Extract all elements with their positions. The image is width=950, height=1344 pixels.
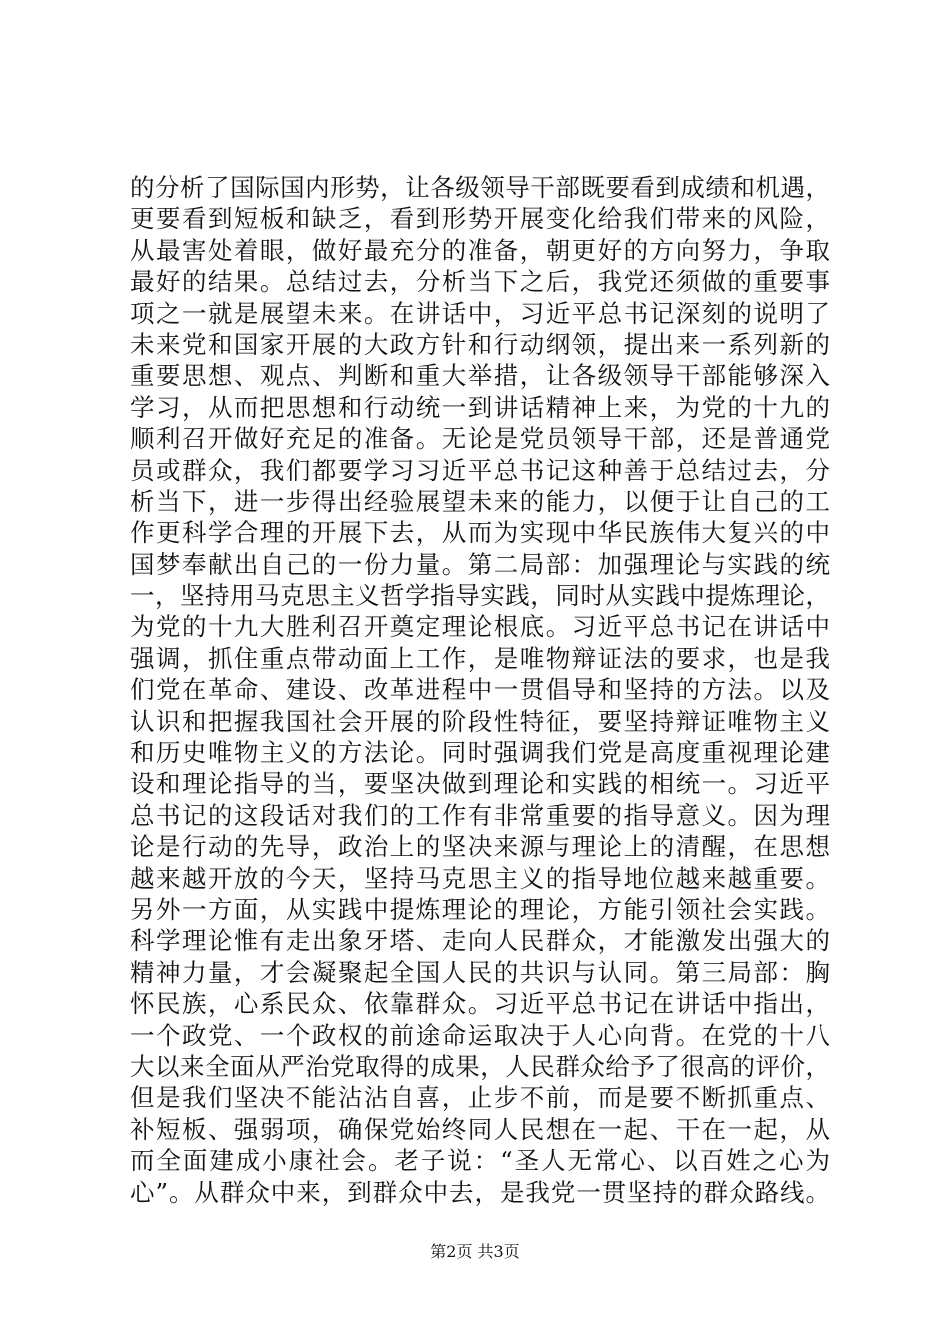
text-line: 怀民族，心系民众、依靠群众。习近平总书记在讲话中指出，	[130, 989, 830, 1019]
text-line: 一个政党、一个政权的前途命运取决于人心向背。在党的十八	[130, 1020, 830, 1050]
text-line: 员或群众，我们都要学习习近平总书记这种善于总结过去，分	[130, 455, 830, 485]
text-line: 更要看到短板和缺乏，看到形势开展变化给我们带来的风险，	[130, 204, 830, 234]
text-line: 为党的十九大胜利召开奠定理论根底。习近平总书记在讲话中	[130, 612, 830, 642]
text-line: 大以来全面从严治党取得的成果，人民群众给予了很高的评价，	[130, 1051, 830, 1081]
text-line: 和历史唯物主义的方法论。同时强调我们党是高度重视理论建	[130, 738, 830, 768]
text-line: 精神力量，才会凝聚起全国人民的共识与认同。第三局部：胸	[130, 957, 830, 987]
text-line: 未来党和国家开展的大政方针和行动纲领，提出来一系列新的	[130, 329, 830, 359]
page-number-label: 第2页 共3页	[430, 1242, 520, 1261]
text-line: 一，坚持用马克思主义哲学指导实践，同时从实践中提炼理论，	[130, 581, 830, 611]
text-line: 析当下，进一步得出经验展望未来的能力，以便于让自己的工	[130, 486, 830, 516]
text-line: 最好的结果。总结过去，分析当下之后，我党还须做的重要事	[130, 267, 830, 297]
text-line: 补短板、强弱项，确保党始终同人民想在一起、干在一起，从	[130, 1114, 830, 1144]
text-line: 心”。从群众中来，到群众中去，是我党一贯坚持的群众路线。	[130, 1177, 830, 1207]
text-line: 顺利召开做好充足的准备。无论是党员领导干部，还是普通党	[130, 424, 830, 454]
text-line: 项之一就是展望未来。在讲话中，习近平总书记深刻的说明了	[130, 298, 830, 328]
text-line: 论是行动的先导，政治上的坚决来源与理论上的清醒，在思想	[130, 832, 830, 862]
text-line: 认识和把握我国社会开展的阶段性特征，要坚持辩证唯物主义	[130, 706, 830, 736]
text-line: 们党在革命、建设、改革进程中一贯倡导和坚持的方法。以及	[130, 675, 830, 705]
text-line: 作更科学合理的开展下去，从而为实现中华民族伟大复兴的中	[130, 518, 830, 548]
text-line: 重要思想、观点、判断和重大举措，让各级领导干部能够深入	[130, 361, 830, 391]
text-line: 总书记的这段话对我们的工作有非常重要的指导意义。因为理	[130, 800, 830, 830]
text-line: 而全面建成小康社会。老子说：“圣人无常心、以百姓之心为	[130, 1146, 830, 1176]
text-line: 强调，抓住重点带动面上工作，是唯物辩证法的要求，也是我	[130, 643, 830, 673]
text-line: 另外一方面，从实践中提炼理论的理论，方能引领社会实践。	[130, 894, 830, 924]
text-line: 的分析了国际国内形势，让各级领导干部既要看到成绩和机遇，	[130, 173, 830, 202]
page-footer	[0, 1242, 950, 1262]
text-line: 国梦奉献出自己的一份力量。第二局部：加强理论与实践的统	[130, 549, 830, 579]
text-line: 学习，从而把思想和行动统一到讲话精神上来，为党的十九的	[130, 392, 830, 422]
body-text	[130, 172, 830, 1208]
text-line: 但是我们坚决不能沾沾自喜，止步不前，而是要不断抓重点、	[130, 1083, 830, 1113]
text-line: 越来越开放的今天，坚持马克思主义的指导地位越来越重要。	[130, 863, 830, 893]
text-line: 科学理论惟有走出象牙塔、走向人民群众，才能激发出强大的	[130, 926, 830, 956]
text-line: 从最害处着眼，做好最充分的准备，朝更好的方向努力，争取	[130, 235, 830, 265]
text-line: 设和理论指导的当，要坚决做到理论和实践的相统一。习近平	[130, 769, 830, 799]
